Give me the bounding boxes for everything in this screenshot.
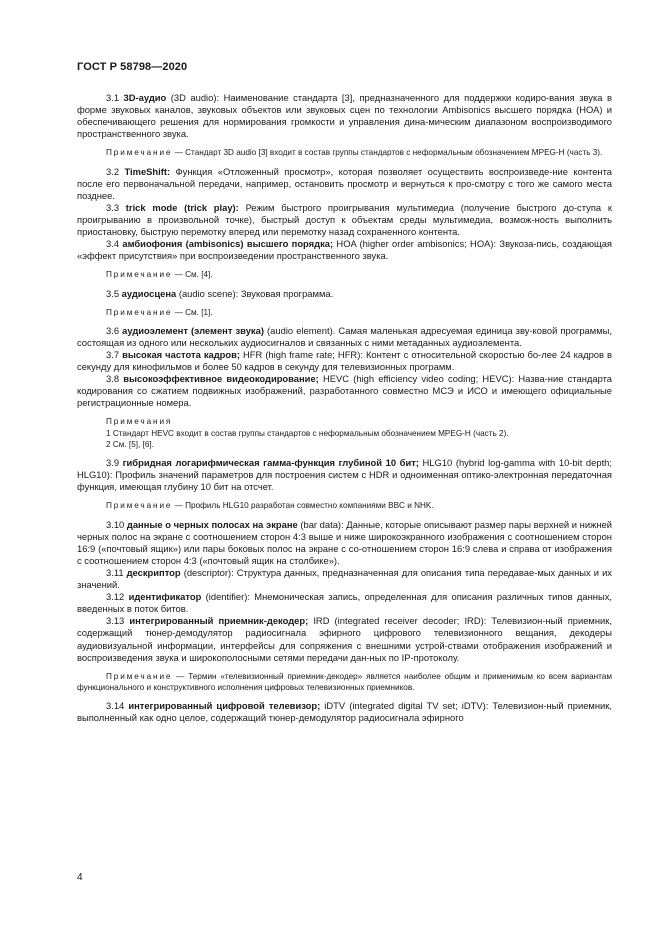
note-3-4: Примечание — См. [4]. [106,270,213,280]
note-3-1: Примечание — Стандарт 3D audio [3] входит в состав группы стандартов с неформальным обозначением MPEG-H (часть 3). [106,148,603,158]
term-3-10: 3.10 данные о черных полосах на экране (bar data): Данные, которые описывают размер пары верхней и нижней черных полос на экране с соотношением сторон 4:3 выше и ниже широкоэкранного изображения с соотношением сторон 16:9 («почтовый ящик») или пары боковых полос на экране с со-отношением сторон 16:9 слева и справа от изображения с соотношением сторон 4:3 («почтовый ящик на столбике»). [77,518,612,566]
term-3-6: 3.6 аудиоэлемент (элемент звука) (audio element). Самая маленькая адресуемая единица зву-ковой программы, состоящая из одного или нескольких аудиосигналов и связанных с ними метаданных аудиоэлемента. [77,324,612,348]
note-3-8-item-2: 2 См. [5], [6]. [106,439,154,449]
term-3-8: 3.8 высокоэффективное видеокодирование; HEVC (high efficiency video coding; HEVC): Назва-ние стандарта кодирования со сжатием подвижных изображений, разработанного совместно МСЭ и ИСО и имеющего официальные регистрационные номера. [77,373,612,409]
note-3-5: Примечание — См. [1]. [106,307,213,317]
term-3-4: 3.4 амбиофония (ambisonics) высшего порядка; HOA (higher order ambisonics; HOA): Звукоза-пись, создающая «эффект присутствия» при воспроизведении пространственного звука. [77,238,613,262]
term-3-14: 3.14 интегрированный цифровой телевизор; iDTV (integrated digital TV set; iDTV): Телевизион-ный приемник, выполненный как одно целое, содержащий тюнер-демодулятор радиосигнала эфирного [77,700,612,724]
term-3-12: 3.12 идентификатор (identifier): Мнемоническая запись, определенная для описания различных типов данных, введенных в поток битов. [77,591,612,615]
term-3-7: 3.7 высокая частота кадров; HFR (high frame rate; HFR): Контент с относительной скоростью бо-лее 24 кадров в секунду для кинофильмов и более 50 кадров в секунду для телевизионных программ. [77,349,613,373]
term-3-9: 3.9 гибридная логарифмическая гамма-функция глубиной 10 бит; HLG10 (hybrid log-gamma with 10-bit depth; HLG10): Профиль значений параметров для построения систем с HDR и одноименная оптико-электронная передаточная функция, имеющая глубину 10 бит на отсчет. [77,457,612,493]
page-number: 4 [77,872,83,883]
page-header: ГОСТ Р 58798—2020 [77,61,188,73]
note-3-8-item-1: 1 Стандарт HEVC входит в состав группы стандартов с неформальным обозначением MPEG-H (часть 2). [106,428,509,438]
term-3-2: 3.2 TimeShift: Функция «Отложенный просмотр», которая позволяет осуществить воспроизведе-ние контента после его первоначальной передачи, например, остановить просмотр и вернуться к про-смотру с того же самого места позднее. [77,165,612,201]
notes-3-8-title: Примечания [106,417,173,427]
term-3-11: 3.11 дескриптор (descriptor): Структура данных, предназначенная для описания типа передавае-мых данных и их значений. [77,566,612,591]
term-3-5: 3.5 аудиосцена (audio scene): Звуковая программа. [106,287,334,299]
note-3-9: Примечание — Профиль HLG10 разработан совместно компаниями BBC и NHK. [106,501,434,511]
note-3-13: Примечание — Термин «телевизионный приемник-декодер» является наиболее общим и применимым ко всем вариантам функционального и конструктивного исполнения цифровых телевизионных приемников. [77,671,612,692]
document-body [77,92,612,724]
term-3-1: 3.1 3D-аудио (3D audio): Наименование стандарта [3], предназначенного для поддержки кодиро-вания звука в форме звуковых каналов, звуковых объектов или звуковых сцен по технологии Ambisonics высшего порядка (НОА) и обеспечивающего решения для нормирования громкости и управления дина-мическим диапазоном воспроизводимого пространственного звука. [77,92,613,140]
term-3-13: 3.13 интегрированный приемник-декодер; IRD (integrated receiver decoder; IRD): Телевизион-ный приемник, содержащий тюнер-демодулятор радиосигнала эфирного цифрового телевизионного вещания, декодеры аудиовизуальной информации, интерфейсы для сопряжения с внешними устрой-ствами отображения изображений и воспроизведения звука и широкополосными сетями передачи дан-ных по IP-протоколу. [77,615,612,663]
term-3-3: 3.3 trick mode (trick play): Режим быстрого проигрывания мультимедиа (получение быстрого до-ступа к проигрыванию в произвольной точке), быстрый доступ к объектам среды мультимедиа, возмож-ность выполнить приостановку, быструю перемотку вперед или перемотку назад сохраненного контента. [77,201,612,238]
